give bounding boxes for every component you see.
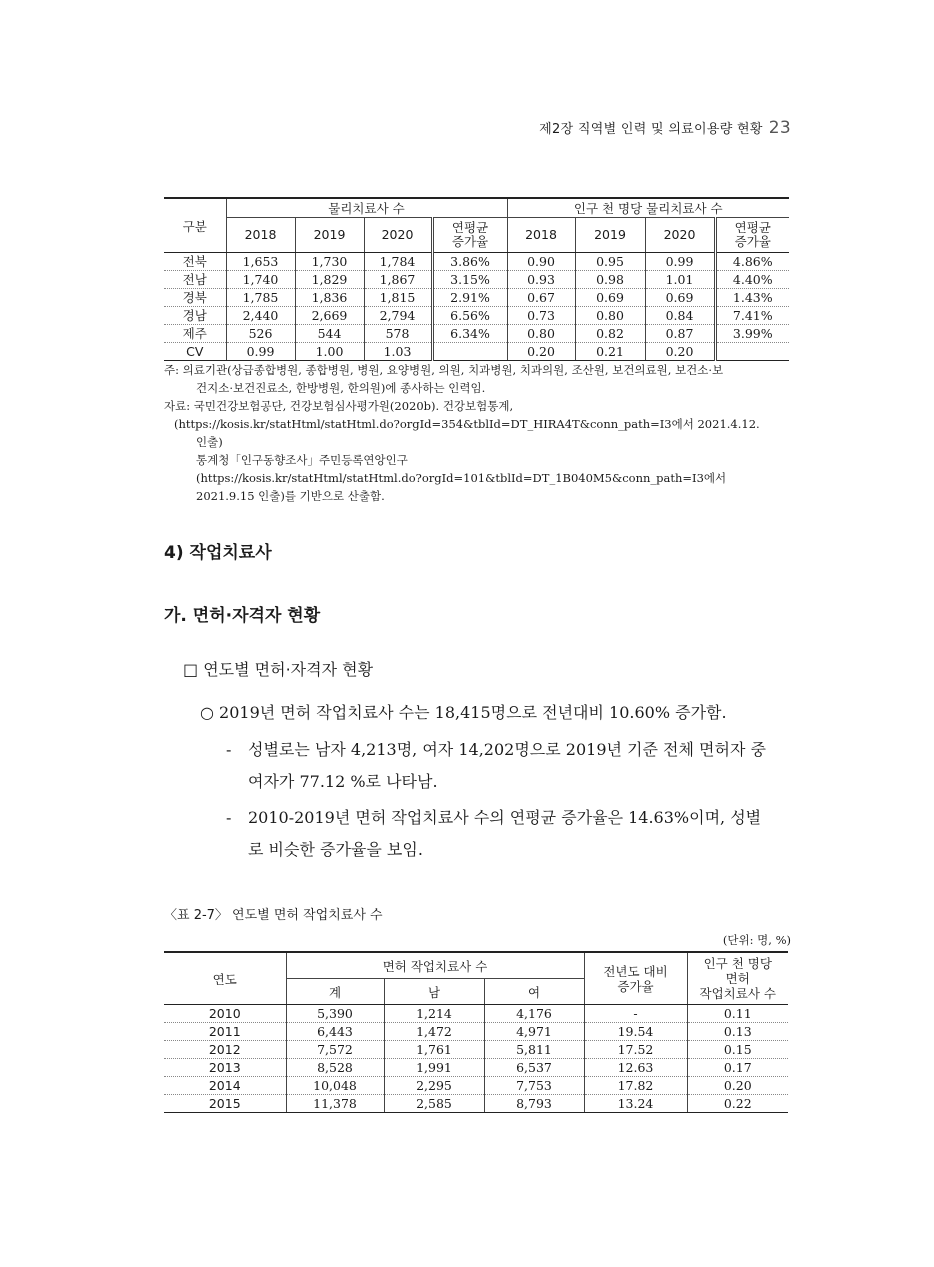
year-cell: 2013 (164, 1059, 286, 1077)
region-cell: 경남 (164, 307, 226, 325)
male-column-header: 남 (384, 979, 484, 1005)
growth-cell: - (584, 1005, 687, 1023)
female-cell: 4,176 (484, 1005, 584, 1023)
growth-cell: 2.91% (432, 289, 507, 307)
per-pop-cell: 0.15 (687, 1041, 788, 1059)
value-cell: 1,867 (364, 271, 432, 289)
source-text: (https://kosis.kr/statHtml/statHtml.do?orgId=354&tblId=DT_HIRA4T&conn_path=I3에서 2021.4.12. (174, 417, 760, 431)
per-pop-column-header: 인구 천 명당 면허 작업치료사 수 (687, 952, 788, 1005)
source-text: (https://kosis.kr/statHtml/statHtml.do?orgId=101&tblId=DT_1B040M5&conn_path=I3에서 (196, 471, 727, 485)
total-cell: 5,390 (286, 1005, 384, 1023)
female-cell: 7,753 (484, 1077, 584, 1095)
value-cell: 1,836 (295, 289, 364, 307)
value-cell: 2,440 (226, 307, 295, 325)
total-cell: 6,443 (286, 1023, 384, 1041)
growth-cell: 13.24 (584, 1095, 687, 1113)
per-pop-cell: 0.20 (687, 1077, 788, 1095)
growth-cell: 1.43% (715, 289, 789, 307)
value-cell: 0.20 (507, 343, 575, 361)
table-row (164, 1077, 788, 1095)
male-cell: 1,991 (384, 1059, 484, 1077)
value-cell: 0.99 (226, 343, 295, 361)
table-caption: 〈표 2-7〉 연도별 면허 작업치료사 수 (164, 908, 383, 923)
value-cell: 0.69 (645, 289, 715, 307)
total-cell: 11,378 (286, 1095, 384, 1113)
growth-column-header: 전년도 대비 증가율 (584, 952, 687, 1005)
value-cell: 1,730 (295, 253, 364, 271)
value-cell: 0.21 (575, 343, 645, 361)
per-pop-cell: 0.11 (687, 1005, 788, 1023)
unit-label: (단위: 명, %) (722, 933, 791, 947)
table-row (164, 1095, 788, 1113)
growth-cell: 6.56% (432, 307, 507, 325)
per-pop-cell: 0.13 (687, 1023, 788, 1041)
total-cell: 8,528 (286, 1059, 384, 1077)
growth-cell: 4.86% (715, 253, 789, 271)
male-cell: 1,472 (384, 1023, 484, 1041)
value-cell: 1.03 (364, 343, 432, 361)
value-cell: 1,740 (226, 271, 295, 289)
source-text: 통계청「인구동향조사」주민등록연앙인구 (196, 453, 408, 467)
female-cell: 4,971 (484, 1023, 584, 1041)
dash-text: 2010-2019년 면허 작업치료사 수의 연평균 증가율은 14.63%이며, 성별 (248, 808, 762, 827)
value-cell: 0.82 (575, 325, 645, 343)
value-cell: 0.90 (507, 253, 575, 271)
table-row (164, 1059, 788, 1077)
table-row (164, 1023, 788, 1041)
female-cell: 6,537 (484, 1059, 584, 1077)
growth-cell: 3.86% (432, 253, 507, 271)
value-cell: 1,784 (364, 253, 432, 271)
source-text: 2021.9.15 인출)를 기반으로 산출함. (196, 489, 385, 503)
year-header: 2018 (226, 218, 295, 253)
year-header: 2019 (575, 218, 645, 253)
dash-text: 여자가 77.12 %로 나타남. (248, 772, 438, 791)
section-title: 4) 작업치료사 (164, 543, 272, 563)
male-cell: 1,761 (384, 1041, 484, 1059)
circle-bullet-text: ○ 2019년 면허 작업치료사 수는 18,415명으로 전년대비 10.60% 증가함. (200, 703, 727, 722)
value-cell: 526 (226, 325, 295, 343)
female-column-header: 여 (484, 979, 584, 1005)
total-cell: 7,572 (286, 1041, 384, 1059)
chapter-title: 제2장 직역별 인력 및 의료이용량 현황 (539, 122, 763, 137)
value-cell: 0.20 (645, 343, 715, 361)
per-pop-cell: 0.22 (687, 1095, 788, 1113)
per-pop-cell: 0.17 (687, 1059, 788, 1077)
table-row (164, 307, 789, 325)
female-cell: 8,793 (484, 1095, 584, 1113)
value-cell: 1,653 (226, 253, 295, 271)
occupational-therapist-table (164, 951, 788, 1113)
note-text: 건지소·보건진료소, 한방병원, 한의원)에 종사하는 인력임. (196, 381, 486, 395)
growth-cell: 19.54 (584, 1023, 687, 1041)
value-cell: 1,785 (226, 289, 295, 307)
dash-bullet (226, 734, 792, 798)
year-header: 2018 (507, 218, 575, 253)
growth-cell: 7.41% (715, 307, 789, 325)
box-bullet-heading: □ 연도별 면허·자격자 현황 (183, 660, 374, 679)
value-cell: 0.84 (645, 307, 715, 325)
year-column-header: 연도 (164, 952, 286, 1005)
region-cell: CV (164, 343, 226, 361)
growth-cell: 3.15% (432, 271, 507, 289)
value-cell: 1.00 (295, 343, 364, 361)
value-cell: 0.95 (575, 253, 645, 271)
value-cell: 2,669 (295, 307, 364, 325)
group-header-per-pop: 인구 천 명당 물리치료사 수 (507, 198, 789, 218)
year-cell: 2011 (164, 1023, 286, 1041)
subsection-title: 가. 면허·자격자 현황 (164, 606, 321, 626)
growth-header: 연평균 증가율 (715, 218, 789, 253)
growth-cell: 12.63 (584, 1059, 687, 1077)
male-cell: 2,295 (384, 1077, 484, 1095)
male-cell: 1,214 (384, 1005, 484, 1023)
year-cell: 2010 (164, 1005, 286, 1023)
dash-marker: - (226, 740, 232, 759)
table-row (164, 289, 789, 307)
year-header: 2020 (364, 218, 432, 253)
value-cell: 1.01 (645, 271, 715, 289)
table-notes (164, 361, 792, 505)
table-row (164, 343, 789, 361)
group-header-count: 물리치료사 수 (226, 198, 507, 218)
value-cell: 0.67 (507, 289, 575, 307)
physiotherapist-table (164, 197, 789, 361)
female-cell: 5,811 (484, 1041, 584, 1059)
value-cell: 2,794 (364, 307, 432, 325)
year-header: 2019 (295, 218, 364, 253)
value-cell: 0.87 (645, 325, 715, 343)
value-cell: 1,815 (364, 289, 432, 307)
value-cell: 0.93 (507, 271, 575, 289)
value-cell: 0.99 (645, 253, 715, 271)
value-cell: 544 (295, 325, 364, 343)
year-cell: 2015 (164, 1095, 286, 1113)
growth-cell: 3.99% (715, 325, 789, 343)
region-cell: 제주 (164, 325, 226, 343)
growth-cell: 17.82 (584, 1077, 687, 1095)
value-cell: 1,829 (295, 271, 364, 289)
male-cell: 2,585 (384, 1095, 484, 1113)
growth-cell: 17.52 (584, 1041, 687, 1059)
region-cell: 전남 (164, 271, 226, 289)
dash-marker: - (226, 808, 232, 827)
table-row (164, 271, 789, 289)
growth-cell: 4.40% (715, 271, 789, 289)
dash-text: 성별로는 남자 4,213명, 여자 14,202명으로 2019년 기준 전체 면허자 중 (248, 740, 766, 759)
value-cell: 0.73 (507, 307, 575, 325)
group-header: 면허 작업치료사 수 (286, 952, 584, 979)
region-cell: 경북 (164, 289, 226, 307)
growth-cell (432, 343, 507, 361)
source-text: 인출) (196, 435, 223, 449)
value-cell: 578 (364, 325, 432, 343)
row-header: 구분 (164, 198, 226, 253)
growth-cell (715, 343, 789, 361)
table-row (164, 325, 789, 343)
region-cell: 전북 (164, 253, 226, 271)
value-cell: 0.80 (575, 307, 645, 325)
table-row (164, 1041, 788, 1059)
dash-bullet (226, 802, 792, 866)
running-header (539, 118, 791, 138)
table-row (164, 253, 789, 271)
page-number: 23 (768, 118, 791, 138)
growth-cell: 6.34% (432, 325, 507, 343)
total-cell: 10,048 (286, 1077, 384, 1095)
year-cell: 2014 (164, 1077, 286, 1095)
note-text: 주: 의료기관(상급종합병원, 종합병원, 병원, 요양병원, 의원, 치과병원, 치과의원, 조산원, 보건의료원, 보건소·보 (164, 363, 724, 377)
total-column-header: 계 (286, 979, 384, 1005)
value-cell: 0.80 (507, 325, 575, 343)
table-row (164, 1005, 788, 1023)
value-cell: 0.98 (575, 271, 645, 289)
dash-text: 로 비슷한 증가율을 보임. (248, 840, 423, 859)
year-header: 2020 (645, 218, 715, 253)
value-cell: 0.69 (575, 289, 645, 307)
growth-header: 연평균 증가율 (432, 218, 507, 253)
source-text: 자료: 국민건강보험공단, 건강보험심사평가원(2020b). 건강보험통계, (164, 399, 514, 413)
year-cell: 2012 (164, 1041, 286, 1059)
